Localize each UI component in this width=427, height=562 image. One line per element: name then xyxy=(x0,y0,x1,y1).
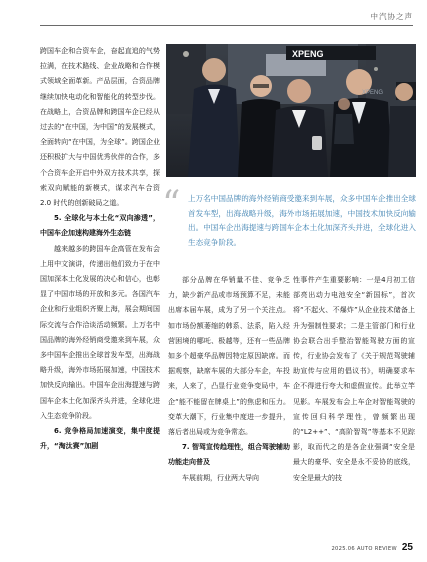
paragraph: 跨国车企和合资车企，奋起直追的气势拉满，在技术路线、企业战略和合作模式领域全面革新。产品层面，合资品牌继续加快电动化和智能化的转型步伐。在战略上，合资品牌和跨国车企已经从过去的“在中国，为中国”的发展模式，全面转向“在中国，为全球”。跨国企业还积极扩大与中国优秀伙伴的合作，多个合资车企开启中外双方技术共享，探索双向赋能的新模式，谋求汽车合资 2.0 时代的创新破局之道。 xyxy=(40,47,160,208)
paragraph: 部分品牌在华销量不佳、竞争乏力，缺少新产品或市场预算不足，未能出席本届车展，成为了另一个关注点。如市场份额萎缩的韩系、法系，陷入经营困境的哪吒、极越等，还有一些品牌如多个超豪华品牌因特定原因缺席。而据观察，缺席车展的大部分车企，车投来，人来了，凸显行业竞争变局中，车企“能不能留在牌桌上”的焦虑和压力。变革大潮下，行业集中度进一步提升，落后者出局或为竞争常态。 xyxy=(168,276,290,437)
page-footer xyxy=(331,542,413,553)
text-column-2 xyxy=(168,273,290,486)
subheading-5: 5. 全球化与本土化“双向渗透”，中国车企加速构建海外生态链 xyxy=(40,214,160,238)
section-title: 中汽协之声 xyxy=(370,12,413,21)
banner-text: XPENG xyxy=(292,49,324,59)
screen-text: XPENG xyxy=(362,90,384,96)
text-column-3 xyxy=(293,273,415,486)
subheading-7: 7. 智驾宣传趋理性，组合驾驶辅助功能走向普及 xyxy=(168,443,290,467)
photo-illustration xyxy=(166,44,416,177)
paragraph: 车展前期，行业两大导向 xyxy=(182,473,259,482)
header-rule xyxy=(40,25,413,26)
paragraph: 性事件产生重要影响：一是4月初工信部亮出动力电池安全“新国标”，首次将“不起火、不爆炸”从企业技术储备上升为强制性要求；二是主管部门和行业协会联合出手整治智能驾驶方面的宣传，行业协会发布了《关于规范驾驶辅助宣传与应用的倡议书》，明确要求车企不得进行夸大和虚假宣传。此举立竿见影。车展发布会上车企对智能驾驶的宣传回归科学理性，曾频繁出现的“L2++”、“高阶智驾”等基本不见踪影，取而代之的是各企业强调“安全是最大的豪华、安全是永不妥协的底线，安全是最大的技 xyxy=(293,276,415,482)
event-photo xyxy=(166,44,416,177)
pull-quote: 上万名中国品牌的海外经销商受邀来到车展，众多中国车企推出全球首发车型，出海战略升级，海外市场拓展加速，中国技术加快反向输出。中国车企出海提速与跨国车企本土化加深齐头并进，全球化进入生态竞争阶段。 xyxy=(188,194,416,247)
issue-label: 2025.06 AUTO REVIEW xyxy=(331,546,397,552)
page-number: 25 xyxy=(401,542,413,553)
text-column-1 xyxy=(40,44,160,454)
quote-mark-icon: “ xyxy=(162,184,181,225)
paragraph: 越来越多的跨国车企高管在发布会上用中文演讲，传递出他们致力于在中国加深本土化发展的决心和信心，也彰显了中国市场的开放和多元。各国汽车企业和行业组织齐聚上海，展会期间国际交流与合作洽谈活动频繁。上万名中国品牌的海外经销商受邀来到车展，众多中国车企推出全球首发车型，出海战略升级，海外市场拓展加速，中国技术加快反向输出。中国车企出海提速与跨国车企本土化加深齐头并进，全球化进入生态竞争阶段。 xyxy=(40,244,160,420)
subheading-6: 6. 竞争格局加速演变，集中度提升，“淘汰赛”加剧 xyxy=(40,427,160,451)
